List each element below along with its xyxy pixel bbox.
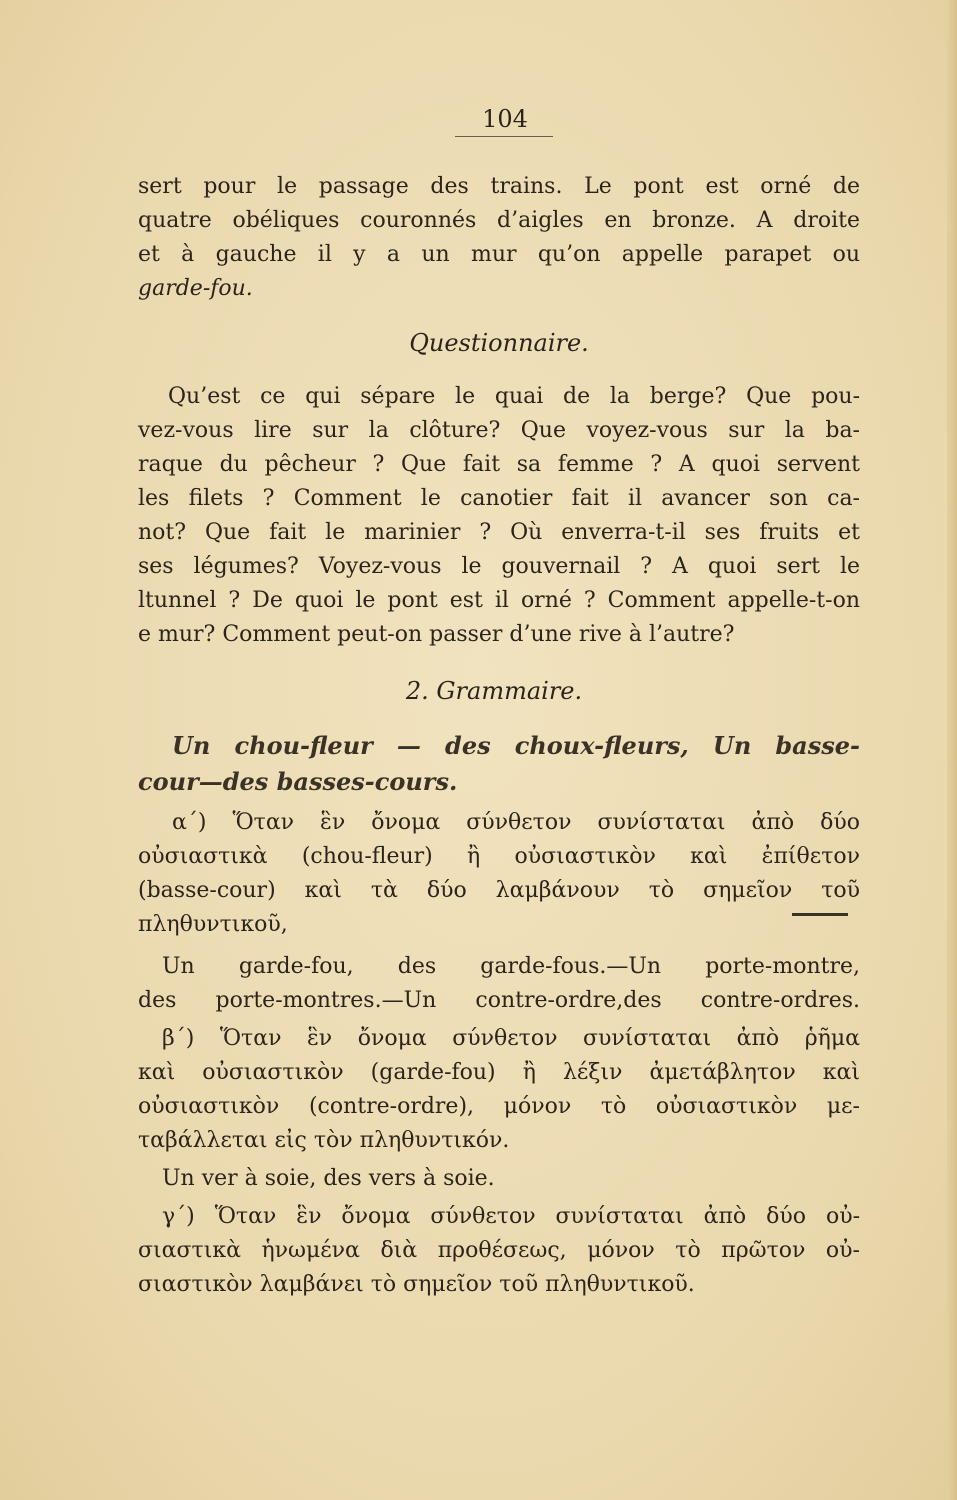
text-line: not? Que fait le marinier ? Où enverra-t-il ses fruits et xyxy=(138,520,860,545)
text-line-italic: garde-fou. xyxy=(138,276,253,301)
text-line: οὐσιαστικὸν (contre-ordre), μόνον τὸ οὐσιαστικὸν με- xyxy=(138,1094,860,1119)
text-line: Qu’est ce qui sépare le quai de la berge? Que pou- xyxy=(168,384,860,409)
page-number-rule xyxy=(455,136,553,137)
text-line: les filets ? Comment le canotier fait il avancer son ca- xyxy=(138,486,860,511)
text-line: et à gauche il y a un mur qu’on appelle parapet ou xyxy=(138,242,860,267)
text-line: α΄) Ὅταν ἓν ὄνομα σύνθετον συνίσταται ἀπὸ δύο xyxy=(172,810,860,835)
example-beta xyxy=(138,950,860,1018)
text-line: καὶ οὐσιαστικὸν (garde-fou) ἢ λέξιν ἀμετάβλητον καὶ xyxy=(138,1060,860,1085)
text-line: Un garde-fou, des garde-fous.—Un porte-montre, xyxy=(162,954,860,979)
text-line: e mur? Comment peut-on passer d’une rive à l’autre? xyxy=(138,622,735,647)
rule-gamma xyxy=(138,1200,860,1302)
text-line-italic: Un chou-fleur — des choux-fleurs, Un basse- xyxy=(172,731,860,760)
text-line: σιαστικὸν λαμβάνει τὸ σημεῖον τοῦ πληθυντικοῦ. xyxy=(138,1272,695,1297)
text-line: vez-vous lire sur la clôture? Que voyez-vous sur la ba- xyxy=(138,418,860,443)
text-line: οὐσιαστικὰ (chou-fleur) ἢ οὐσιαστικὸν καὶ ἐπίθετον xyxy=(138,844,860,869)
text-line-italic: cour—des basses-cours. xyxy=(138,767,458,796)
page-number: 104 xyxy=(482,105,528,133)
text-line: (basse-cour) καὶ τὰ δύο λαμβάνουν τὸ σημεῖον τοῦ xyxy=(138,878,860,903)
text-line: σιαστικὰ ἡνωμένα διὰ προθέσεως, μόνον τὸ πρῶτον οὐ- xyxy=(138,1238,860,1263)
rule-alpha xyxy=(138,806,860,942)
example-gamma xyxy=(138,1162,860,1196)
text-line: ses légumes? Voyez-vous le gouvernail ? A quoi sert le xyxy=(138,554,860,579)
page-edge xyxy=(947,0,957,1500)
printed-rule-mark xyxy=(792,913,848,916)
text-line: πληθυντικοῦ, xyxy=(138,912,288,937)
text-line: quatre obéliques couronnés d’aigles en bronze. A droite xyxy=(138,208,860,233)
text-line: ltunnel ? De quoi le pont est il orné ? Comment appelle-t-on xyxy=(138,588,860,613)
grammar-example xyxy=(138,728,860,800)
rule-beta xyxy=(138,1022,860,1158)
text-line: des porte-montres.—Un contre-ordre,des contre-ordres. xyxy=(138,988,860,1013)
text-line: sert pour le passage des trains. Le pont est orné de xyxy=(138,174,860,199)
text-line: raque du pêcheur ? Que fait sa femme ? A quoi servent xyxy=(138,452,860,477)
text-line: ταβάλλεται εἰς τὸν πληθυντικόν. xyxy=(138,1128,510,1153)
text-line: Un ver à soie, des vers à soie. xyxy=(162,1166,495,1191)
questionnaire-heading: Questionnaire. xyxy=(409,329,589,357)
grammar-heading: 2. Grammaire. xyxy=(405,677,583,705)
questionnaire-paragraph xyxy=(138,380,860,652)
intro-paragraph xyxy=(138,170,860,306)
page-content xyxy=(138,170,860,1302)
text-line: β΄) Ὅταν ἓν ὄνομα σύνθετον συνίσταται ἀπὸ ῥῆμα xyxy=(162,1026,860,1051)
text-line: γ΄) Ὅταν ἓν ὄνομα σύνθετον συνίσταται ἀπὸ δύο οὐ- xyxy=(162,1204,860,1229)
